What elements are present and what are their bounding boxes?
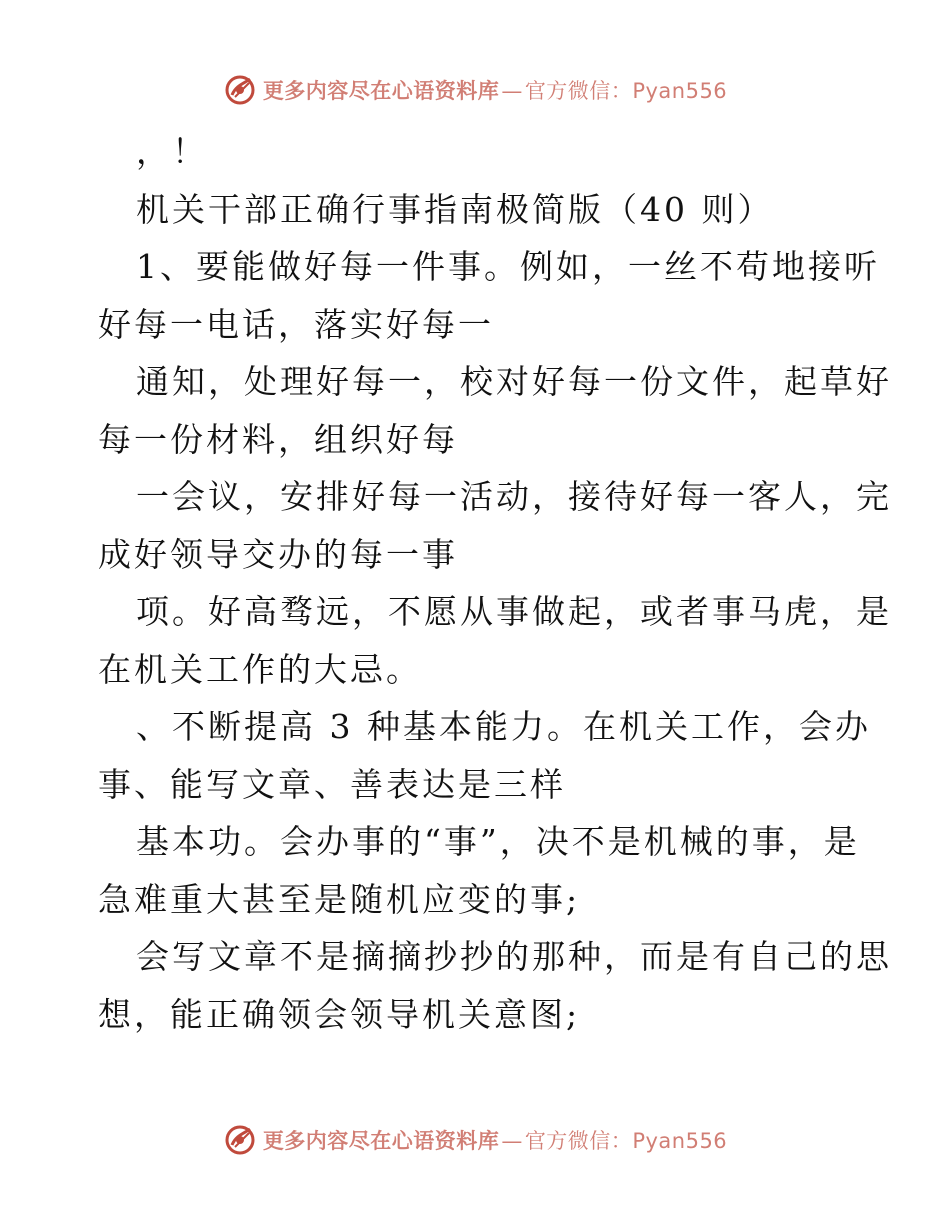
text-line: 成好领导交办的每一事 bbox=[98, 534, 458, 574]
text-line: 急难重大甚至是随机应变的事; bbox=[98, 879, 581, 919]
banner-wechat-id: Pyan556 bbox=[632, 1129, 728, 1153]
banner-official-label: 官方微信： bbox=[524, 1129, 633, 1153]
banner-dash: — bbox=[501, 79, 523, 103]
document-body bbox=[98, 124, 892, 1044]
text-line: 通知，处理好每一，校对好每一份文件，起草好 bbox=[136, 362, 892, 401]
text-line: 每一份材料，组织好每 bbox=[98, 419, 458, 459]
text-line: 在机关工作的大忌。 bbox=[98, 649, 422, 689]
header-banner bbox=[0, 70, 950, 110]
banner-text bbox=[263, 1125, 727, 1155]
text-line: 项。好高骛远，不愿从事做起，或者事马虎，是 bbox=[136, 592, 892, 631]
text-line: 1、要能做好每一件事。例如，一丝不苟地接听 bbox=[136, 247, 880, 286]
text-line: 会写文章不是摘摘抄抄的那种，而是有自己的思 bbox=[136, 937, 892, 976]
text-line: 、不断提高 3 种基本能力。在机关工作，会办 bbox=[136, 707, 871, 746]
text-line: 想，能正确领会领导机关意图; bbox=[98, 994, 581, 1034]
logo-icon bbox=[223, 1123, 257, 1157]
text-line: 机关干部正确行事指南极简版（40 则） bbox=[136, 189, 774, 229]
banner-official-label: 官方微信： bbox=[524, 79, 633, 103]
text-line: 事、能写文章、善表达是三样 bbox=[98, 764, 566, 804]
text-line: 一会议，安排好每一活动，接待好每一客人，完 bbox=[136, 477, 892, 516]
footer-banner bbox=[0, 1120, 950, 1160]
text-line: 基本功。会办事的“事”，决不是机械的事，是 bbox=[136, 822, 860, 861]
logo-icon bbox=[223, 73, 257, 107]
text-line: 好每一电话，落实好每一 bbox=[98, 304, 494, 344]
banner-site-text: 更多内容尽在心语资料库 bbox=[262, 1128, 500, 1153]
banner-site-text: 更多内容尽在心语资料库 bbox=[262, 78, 500, 103]
text-line: ，！ bbox=[136, 132, 208, 171]
banner-text bbox=[263, 75, 727, 105]
banner-dash: — bbox=[501, 1129, 523, 1153]
banner-wechat-id: Pyan556 bbox=[632, 79, 728, 103]
